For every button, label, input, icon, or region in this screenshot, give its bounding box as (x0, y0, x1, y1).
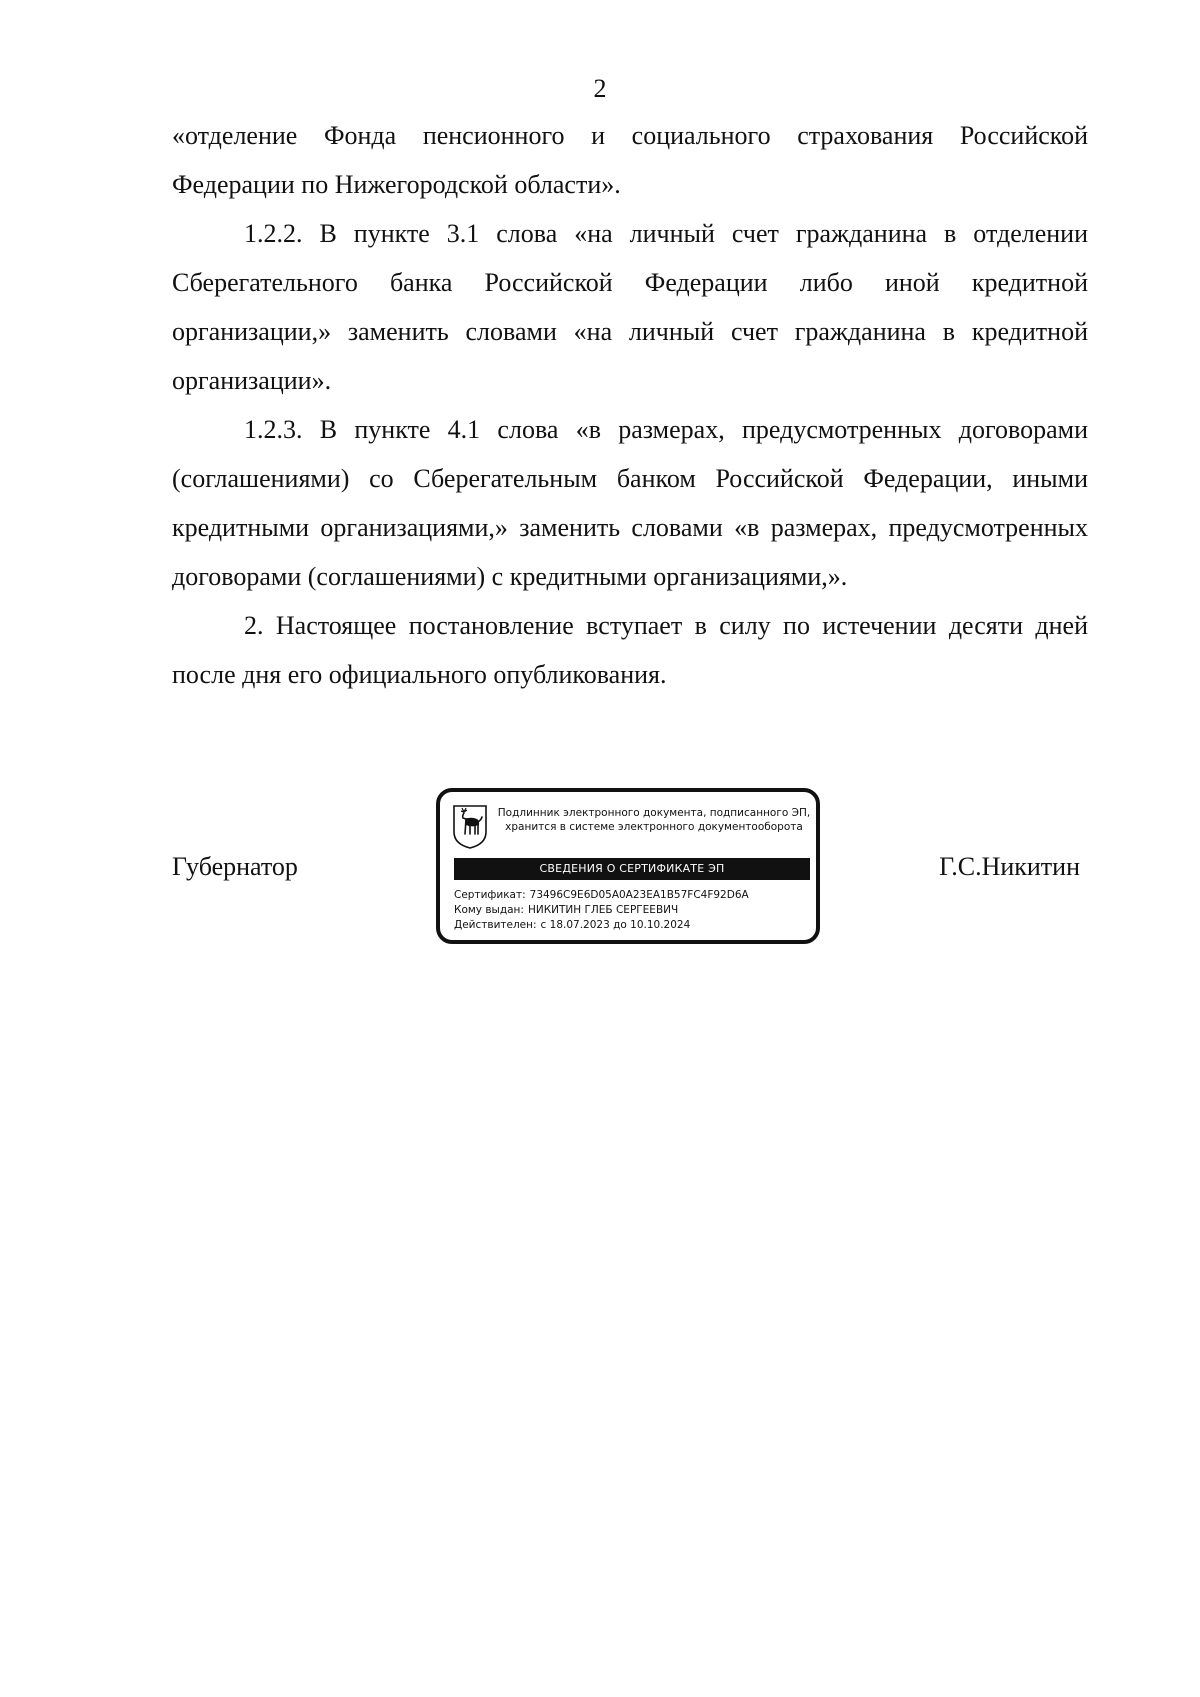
paragraph-continuation: «отделение Фонда пенсионного и социального страхования Российской Федерации по Нижегородской области». (172, 121, 1088, 199)
issued-to-label: Кому выдан: (454, 904, 524, 916)
signatory-title: Губернатор (172, 852, 298, 881)
certificate-line (454, 888, 810, 903)
document-body (172, 111, 1088, 699)
certificate-label: Сертификат: (454, 889, 526, 901)
paragraph-2: 2. Настоящее постановление вступает в силу по истечении десяти дней после дня его официального опубликования. (172, 611, 1088, 689)
certificate-details (454, 888, 810, 933)
stamp-header-line: Подлинник электронного документа, подписанного ЭП, (497, 807, 811, 819)
paragraph-1-2-3: 1.2.3. В пункте 4.1 слова «в размерах, предусмотренных договорами (соглашениями) со Сберегательным банком Российской Федерации, иными кредитными организациями,» заменить словами «в размерах, предусмотренных договорами (соглашениями) с кредитными организациями,». (172, 415, 1088, 591)
certificate-value: 73496C9E6D05A0A23EA1B57FC4F92D6A (529, 889, 749, 901)
certificate-info-bar: СВЕДЕНИЯ О СЕРТИФИКАТЕ ЭП (454, 858, 810, 880)
nizhny-novgorod-deer-emblem-icon (452, 804, 488, 850)
paragraph-1-2-2: 1.2.2. В пункте 3.1 слова «на личный счет гражданина в отделении Сберегательного банка Российской Федерации либо иной кредитной организации,» заменить словами «на личный счет гражданина в кредитной организации». (172, 219, 1088, 395)
validity-value: с 18.07.2023 до 10.10.2024 (540, 919, 691, 931)
stamp-header (494, 806, 814, 834)
page-number: 2 (593, 74, 607, 103)
signatory-name: Г.С.Никитин (939, 852, 1080, 881)
electronic-signature-stamp (436, 788, 820, 944)
validity-line (454, 918, 810, 933)
issued-to-line (454, 903, 810, 918)
stamp-header-line: хранится в системе электронного документооборота (505, 821, 803, 833)
validity-label: Действителен: (454, 919, 537, 931)
issued-to-value: НИКИТИН ГЛЕБ СЕРГЕЕВИЧ (527, 904, 679, 916)
